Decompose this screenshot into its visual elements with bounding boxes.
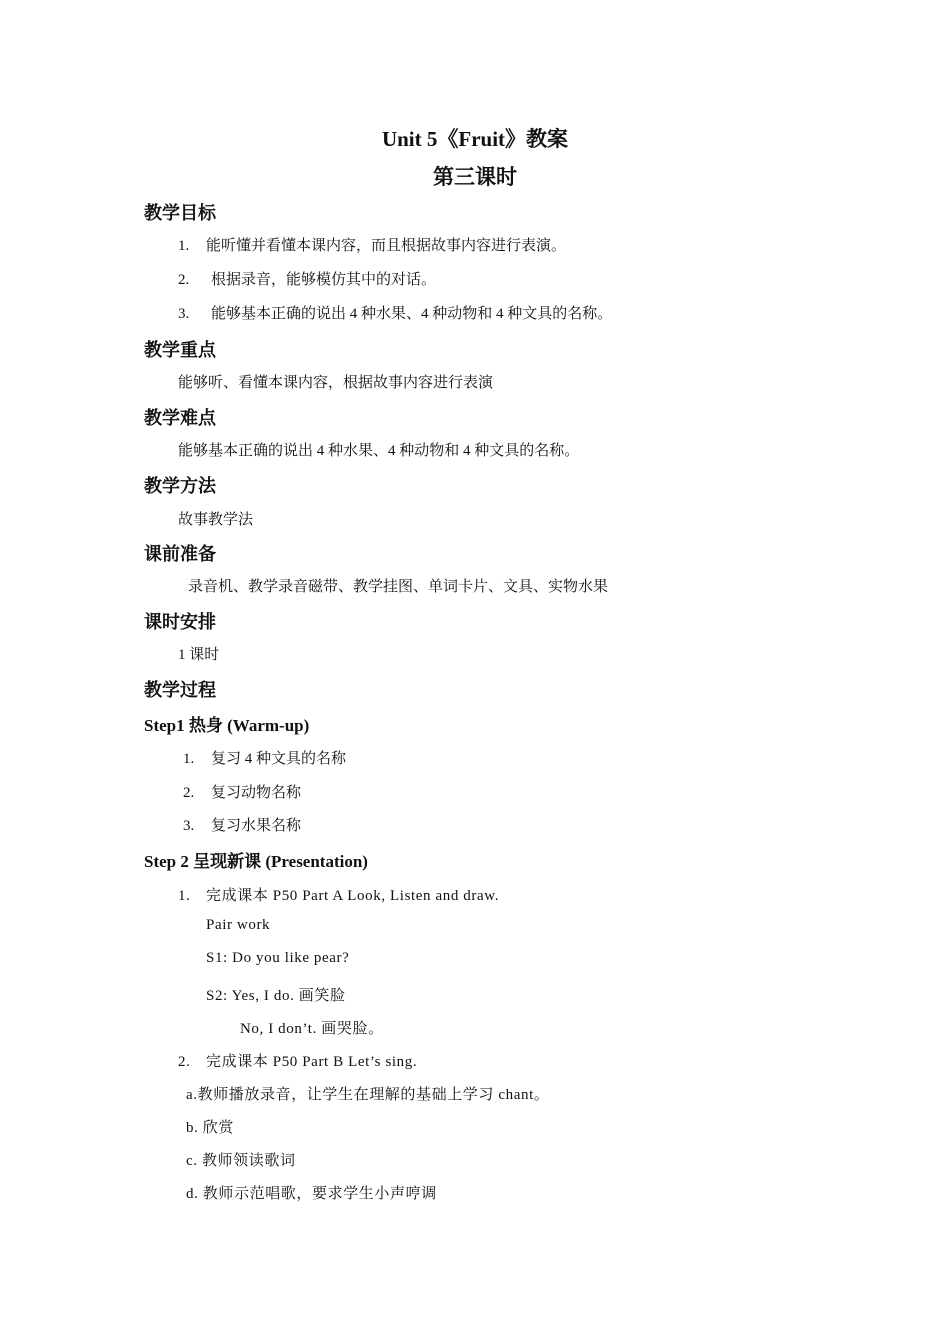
step1-item-number: 3. [183,818,195,834]
step2-item-text: 完成课本 P50 Part A Look, Listen and draw. [206,888,500,904]
step2-subitem-d: d. 教师示范唱歌，要求学生小声哼调 [186,1186,437,1202]
document-subtitle: 第三课时 [433,165,517,189]
step1-item-number: 2. [183,785,195,801]
process-heading: 教学过程 [144,680,216,701]
schedule-text: 1 课时 [178,647,220,663]
step2-subitem-c: c. 教师领读歌词 [186,1153,296,1169]
methods-heading: 教学方法 [144,476,216,497]
key-points-text: 能够听、看懂本课内容，根据故事内容进行表演 [178,375,494,391]
step2-heading: Step 2 呈现新课 (Presentation) [144,852,368,871]
step1-item-text: 复习水果名称 [211,818,302,834]
step2-item-1 [178,884,499,905]
goal-item-2 [178,268,436,289]
step2-item-text: 完成课本 P50 Part B Let’s sing. [206,1054,418,1070]
schedule-heading: 课时安排 [144,612,216,633]
preparation-text: 录音机、教学录音磁带、教学挂图、单词卡片、文具、实物水果 [188,579,609,595]
step1-item-text: 复习动物名称 [211,785,302,801]
pair-work-line: Pair work [206,917,271,933]
step2-item-number: 2. [178,1054,191,1070]
step1-item-3 [183,814,301,835]
goal-item-text: 能听懂并看懂本课内容，而且根据故事内容进行表演。 [206,238,567,254]
methods-text: 故事教学法 [178,512,254,528]
goal-item-3 [178,302,612,323]
step1-item-number: 1. [183,751,195,767]
document-title: Unit 5《Fruit》教案 [381,127,569,151]
goal-item-number: 1. [178,238,190,254]
goal-item-text: 能够基本正确的说出 4 种水果、4 种动物和 4 种文具的名称。 [211,306,613,322]
step2-item-number: 1. [178,888,191,904]
difficulties-text: 能够基本正确的说出 4 种水果、4 种动物和 4 种文具的名称。 [178,443,580,459]
dialogue-line-s1: S1: Do you like pear? [206,950,350,966]
step1-item-1 [183,747,346,768]
step2-subitem-b: b. 欣赏 [186,1120,235,1136]
step1-item-text: 复习 4 种文具的名称 [211,751,347,767]
dialogue-line-s2: S2: Yes, I do. 画笑脸 [206,988,346,1004]
key-points-heading: 教学重点 [144,340,216,361]
goal-item-number: 3. [178,306,190,322]
goals-heading: 教学目标 [144,203,216,224]
goal-item-number: 2. [178,272,190,288]
goal-item-text: 根据录音，能够模仿其中的对话。 [211,272,437,288]
goal-item-1 [178,234,566,255]
dialogue-line-no: No, I don’t. 画哭脸。 [240,1021,384,1037]
step2-item-2 [178,1050,417,1071]
step2-subitem-a: a.教师播放录音，让学生在理解的基础上学习 chant。 [186,1087,550,1103]
step1-item-2 [183,781,301,802]
preparation-heading: 课前准备 [144,544,216,565]
step1-heading: Step1 热身 (Warm-up) [144,716,310,735]
difficulties-heading: 教学难点 [144,408,216,429]
